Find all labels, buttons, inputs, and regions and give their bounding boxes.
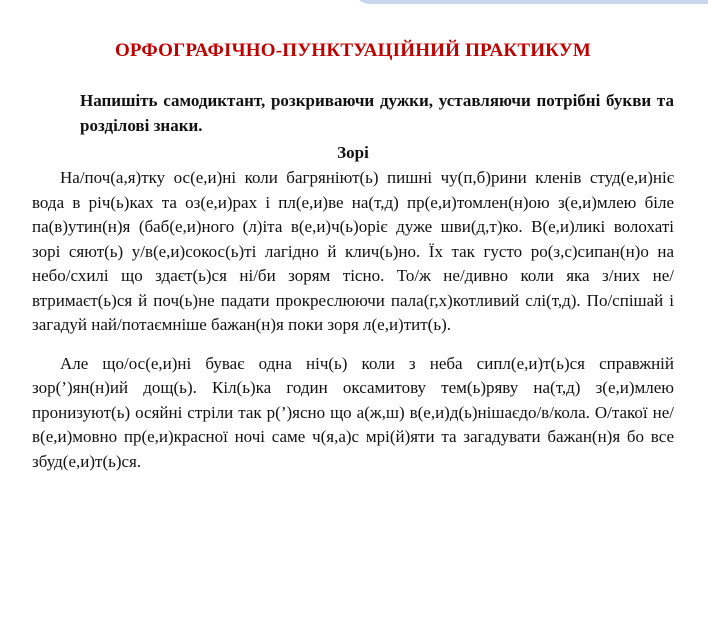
top-decorative-band — [355, 0, 708, 4]
text-paragraph-1: На/поч(а,я)тку ос(е,и)ні коли багряніют(ь) пишні чу(п,б)рини кленів студ(е,и)ніє вода в річ(ь)ках та оз(е,и)рах і пл(е,и)ве на(т,д) пр(е,и)томлен(н)ою з(е,и)млею біле па(в)утин(н)я (баб(е,и)ного (л)іта в(е,и)ч(ь)оріє дуже шви(д,т)ко. В(е,и)ликі волохаті зорі сяют(ь) у/в(е,и)сокос(ь)ті лагідно й клич(ь)но. Їх так густо ро(з,с)сипан(н)о на небо/схилі що здаєт(ь)ся ні/би зорям тісно. То/ж не/дивно коли яка з/них не/втримаєт(ь)ся й поч(ь)не падати прокреслюючи пала(г,х)котливий слі(т,д). По/спішай і загадуй най/потаємніше бажан(н)я поки зоря л(е,и)тит(ь). — [32, 168, 674, 334]
text-title: Зорі — [337, 143, 369, 162]
document-page — [32, 40, 674, 474]
document-heading: ОРФОГРАФІЧНО-ПУНКТУАЦІЙНИЙ ПРАКТИКУМ — [114, 40, 592, 61]
task-instruction: Напишіть самодиктант, розкриваючи дужки, уставляючи потрібні букви та розділові знаки. — [80, 91, 674, 135]
text-paragraph-2: Але що/ос(е,и)ні буває одна ніч(ь) коли з неба сипл(е,и)т(ь)ся справжній зор(’)ян(н)ий дощ(ь). Кіл(ь)ка годин оксамитову тем(ь)ряву на(т,д) з(е,и)млею пронизуют(ь) осяйні стріли так р(’)ясно що а(ж,ш) в(е,и)д(ь)нішаєдо/в/кола. О/такої не/в(е,и)мовно пр(е,и)красної ночі саме ч(я,а)с мрі(й)яти та загадувати бажан(н)я бо все збуд(е,и)т(ь)ся. — [32, 353, 674, 471]
